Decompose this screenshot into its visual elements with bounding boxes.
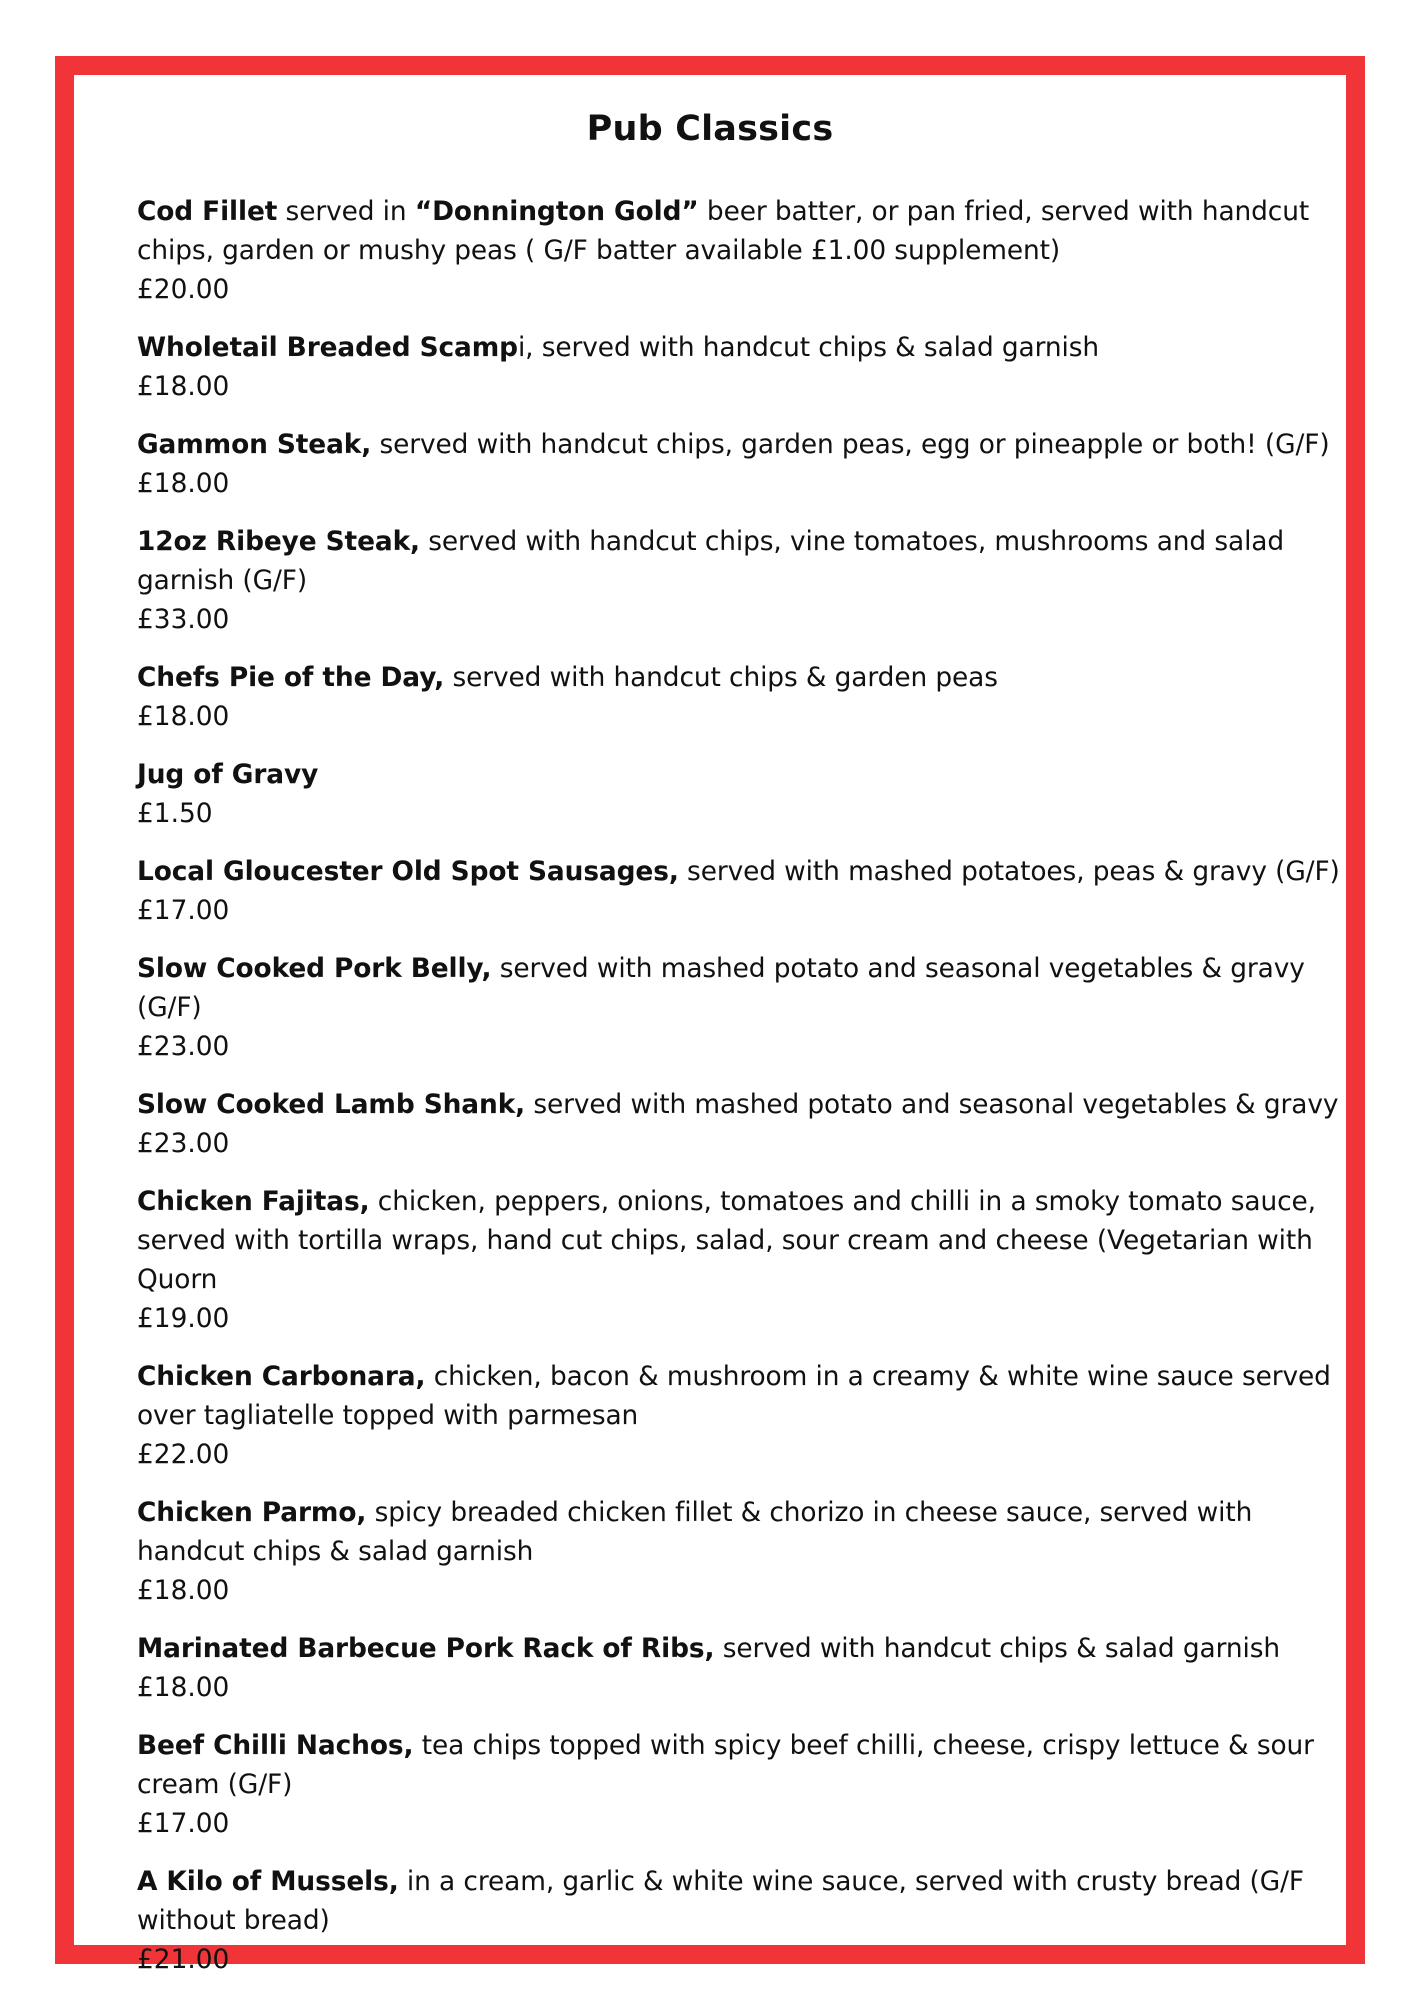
item-description <box>137 522 1357 600</box>
menu-item-chicken-parmo <box>137 1493 1357 1610</box>
item-name: Local Gloucester Old Spot Sausages, <box>137 856 679 887</box>
menu-item-pork-ribs <box>137 1629 1357 1707</box>
item-description <box>137 1357 1357 1435</box>
item-price: £20.00 <box>137 274 230 305</box>
item-description-text: chicken, peppers, onions, tomatoes and chilli in a smoky tomato sauce, served with tortilla wraps, hand cut chips, salad, sour cream and cheese (Vegetarian with Quorn <box>137 1186 1316 1295</box>
item-description-text: served with handcut chips, vine tomatoes, mushrooms and salad garnish (G/F) <box>137 526 1285 596</box>
item-description <box>137 328 1357 367</box>
item-name: Slow Cooked Lamb Shank, <box>137 1089 526 1120</box>
item-name: Chicken Parmo, <box>137 1497 367 1528</box>
item-price: £23.00 <box>137 1031 230 1062</box>
item-description <box>137 1726 1357 1804</box>
item-name: Beef Chilli Nachos, <box>137 1730 414 1761</box>
menu-item-sausages <box>137 852 1357 930</box>
item-price: £33.00 <box>137 604 230 635</box>
item-price: £18.00 <box>137 1575 230 1606</box>
item-price: £18.00 <box>137 1672 230 1703</box>
item-description-text: served with mashed potato and seasonal vegetables & gravy <box>525 1089 1339 1120</box>
menu-item-list <box>137 192 1357 1998</box>
item-name: Marinated Barbecue Pork Rack of Ribs, <box>137 1633 715 1664</box>
menu-item-chicken-carbonara <box>137 1357 1357 1474</box>
item-description-text: served with handcut chips & salad garnish <box>714 1633 1280 1664</box>
item-name: Wholetail Breaded Scamp <box>137 332 518 363</box>
item-description <box>137 658 1357 697</box>
item-name: 12oz Ribeye Steak, <box>137 526 420 557</box>
item-description-text: i, served with handcut chips & salad garnish <box>517 332 1100 363</box>
item-description <box>137 852 1357 891</box>
menu-item-chicken-fajitas <box>137 1182 1357 1338</box>
menu-item-cod-fillet <box>137 192 1357 309</box>
menu-item-lamb-shank <box>137 1085 1357 1163</box>
item-description-text: served with handcut chips, garden peas, egg or pineapple or both! (G/F) <box>371 429 1330 460</box>
item-description <box>137 1629 1357 1668</box>
item-name: Gammon Steak, <box>137 429 372 460</box>
menu-item-jug-of-gravy <box>137 755 1357 833</box>
menu-item-gammon-steak <box>137 425 1357 503</box>
item-price: £18.00 <box>137 371 230 402</box>
menu-item-pork-belly <box>137 949 1357 1066</box>
item-beer-name: “Donnington Gold” <box>414 196 699 227</box>
item-name: Cod Fillet <box>137 196 278 227</box>
item-description <box>137 1493 1357 1571</box>
item-description-text: beer batter, or pan fried, served with handcut chips, garden or mushy peas ( G/F batter available £1.00 supplement) <box>137 196 1310 266</box>
item-description <box>137 192 1357 270</box>
item-description <box>137 755 1357 794</box>
item-name: Chicken Fajitas, <box>137 1186 370 1217</box>
item-description-text: tea chips topped with spicy beef chilli, cheese, crispy lettuce & sour cream (G/F) <box>137 1730 1314 1800</box>
item-price: £18.00 <box>137 701 230 732</box>
menu-item-ribeye-steak <box>137 522 1357 639</box>
item-description <box>137 1182 1357 1299</box>
item-price: £18.00 <box>137 468 230 499</box>
item-description-text: served with handcut chips & garden peas <box>444 662 998 693</box>
item-price: £23.00 <box>137 1128 230 1159</box>
item-description-text: served with mashed potato and seasonal vegetables & gravy (G/F) <box>137 953 1305 1023</box>
item-name: Slow Cooked Pork Belly, <box>137 953 492 984</box>
item-price: £22.00 <box>137 1439 230 1470</box>
item-name: Chicken Carbonara, <box>137 1361 426 1392</box>
page-title: Pub Classics <box>586 109 834 149</box>
item-description <box>137 425 1357 464</box>
item-description-text: served with mashed potatoes, peas & gravy (G/F) <box>678 856 1340 887</box>
item-description-text: served in <box>277 196 415 227</box>
item-description <box>137 949 1357 1027</box>
item-name: Jug of Gravy <box>137 759 319 790</box>
menu-item-beef-chilli-nachos <box>137 1726 1357 1843</box>
item-price: £21.00 <box>137 1944 230 1975</box>
menu-border-frame <box>55 56 1365 1975</box>
item-description-text: in a cream, garlic & white wine sauce, served with crusty bread (G/F without bread) <box>137 1866 1304 1936</box>
item-price: £19.00 <box>137 1303 230 1334</box>
item-name: A Kilo of Mussels, <box>137 1866 399 1897</box>
item-price: £17.00 <box>137 1808 230 1839</box>
menu-item-kilo-of-mussels <box>137 1862 1357 1979</box>
menu-item-scampi <box>137 328 1357 406</box>
item-price: £17.00 <box>137 895 230 926</box>
menu-item-pie-of-the-day <box>137 658 1357 736</box>
item-name: Chefs Pie of the Day, <box>137 662 445 693</box>
item-description-text: spicy breaded chicken fillet & chorizo in cheese sauce, served with handcut chips & salad garnish <box>137 1497 1253 1567</box>
item-price: £1.50 <box>137 798 213 829</box>
item-description <box>137 1862 1357 1940</box>
item-description <box>137 1085 1357 1124</box>
item-description-text: chicken, bacon & mushroom in a creamy & white wine sauce served over tagliatelle topped with parmesan <box>137 1361 1331 1431</box>
